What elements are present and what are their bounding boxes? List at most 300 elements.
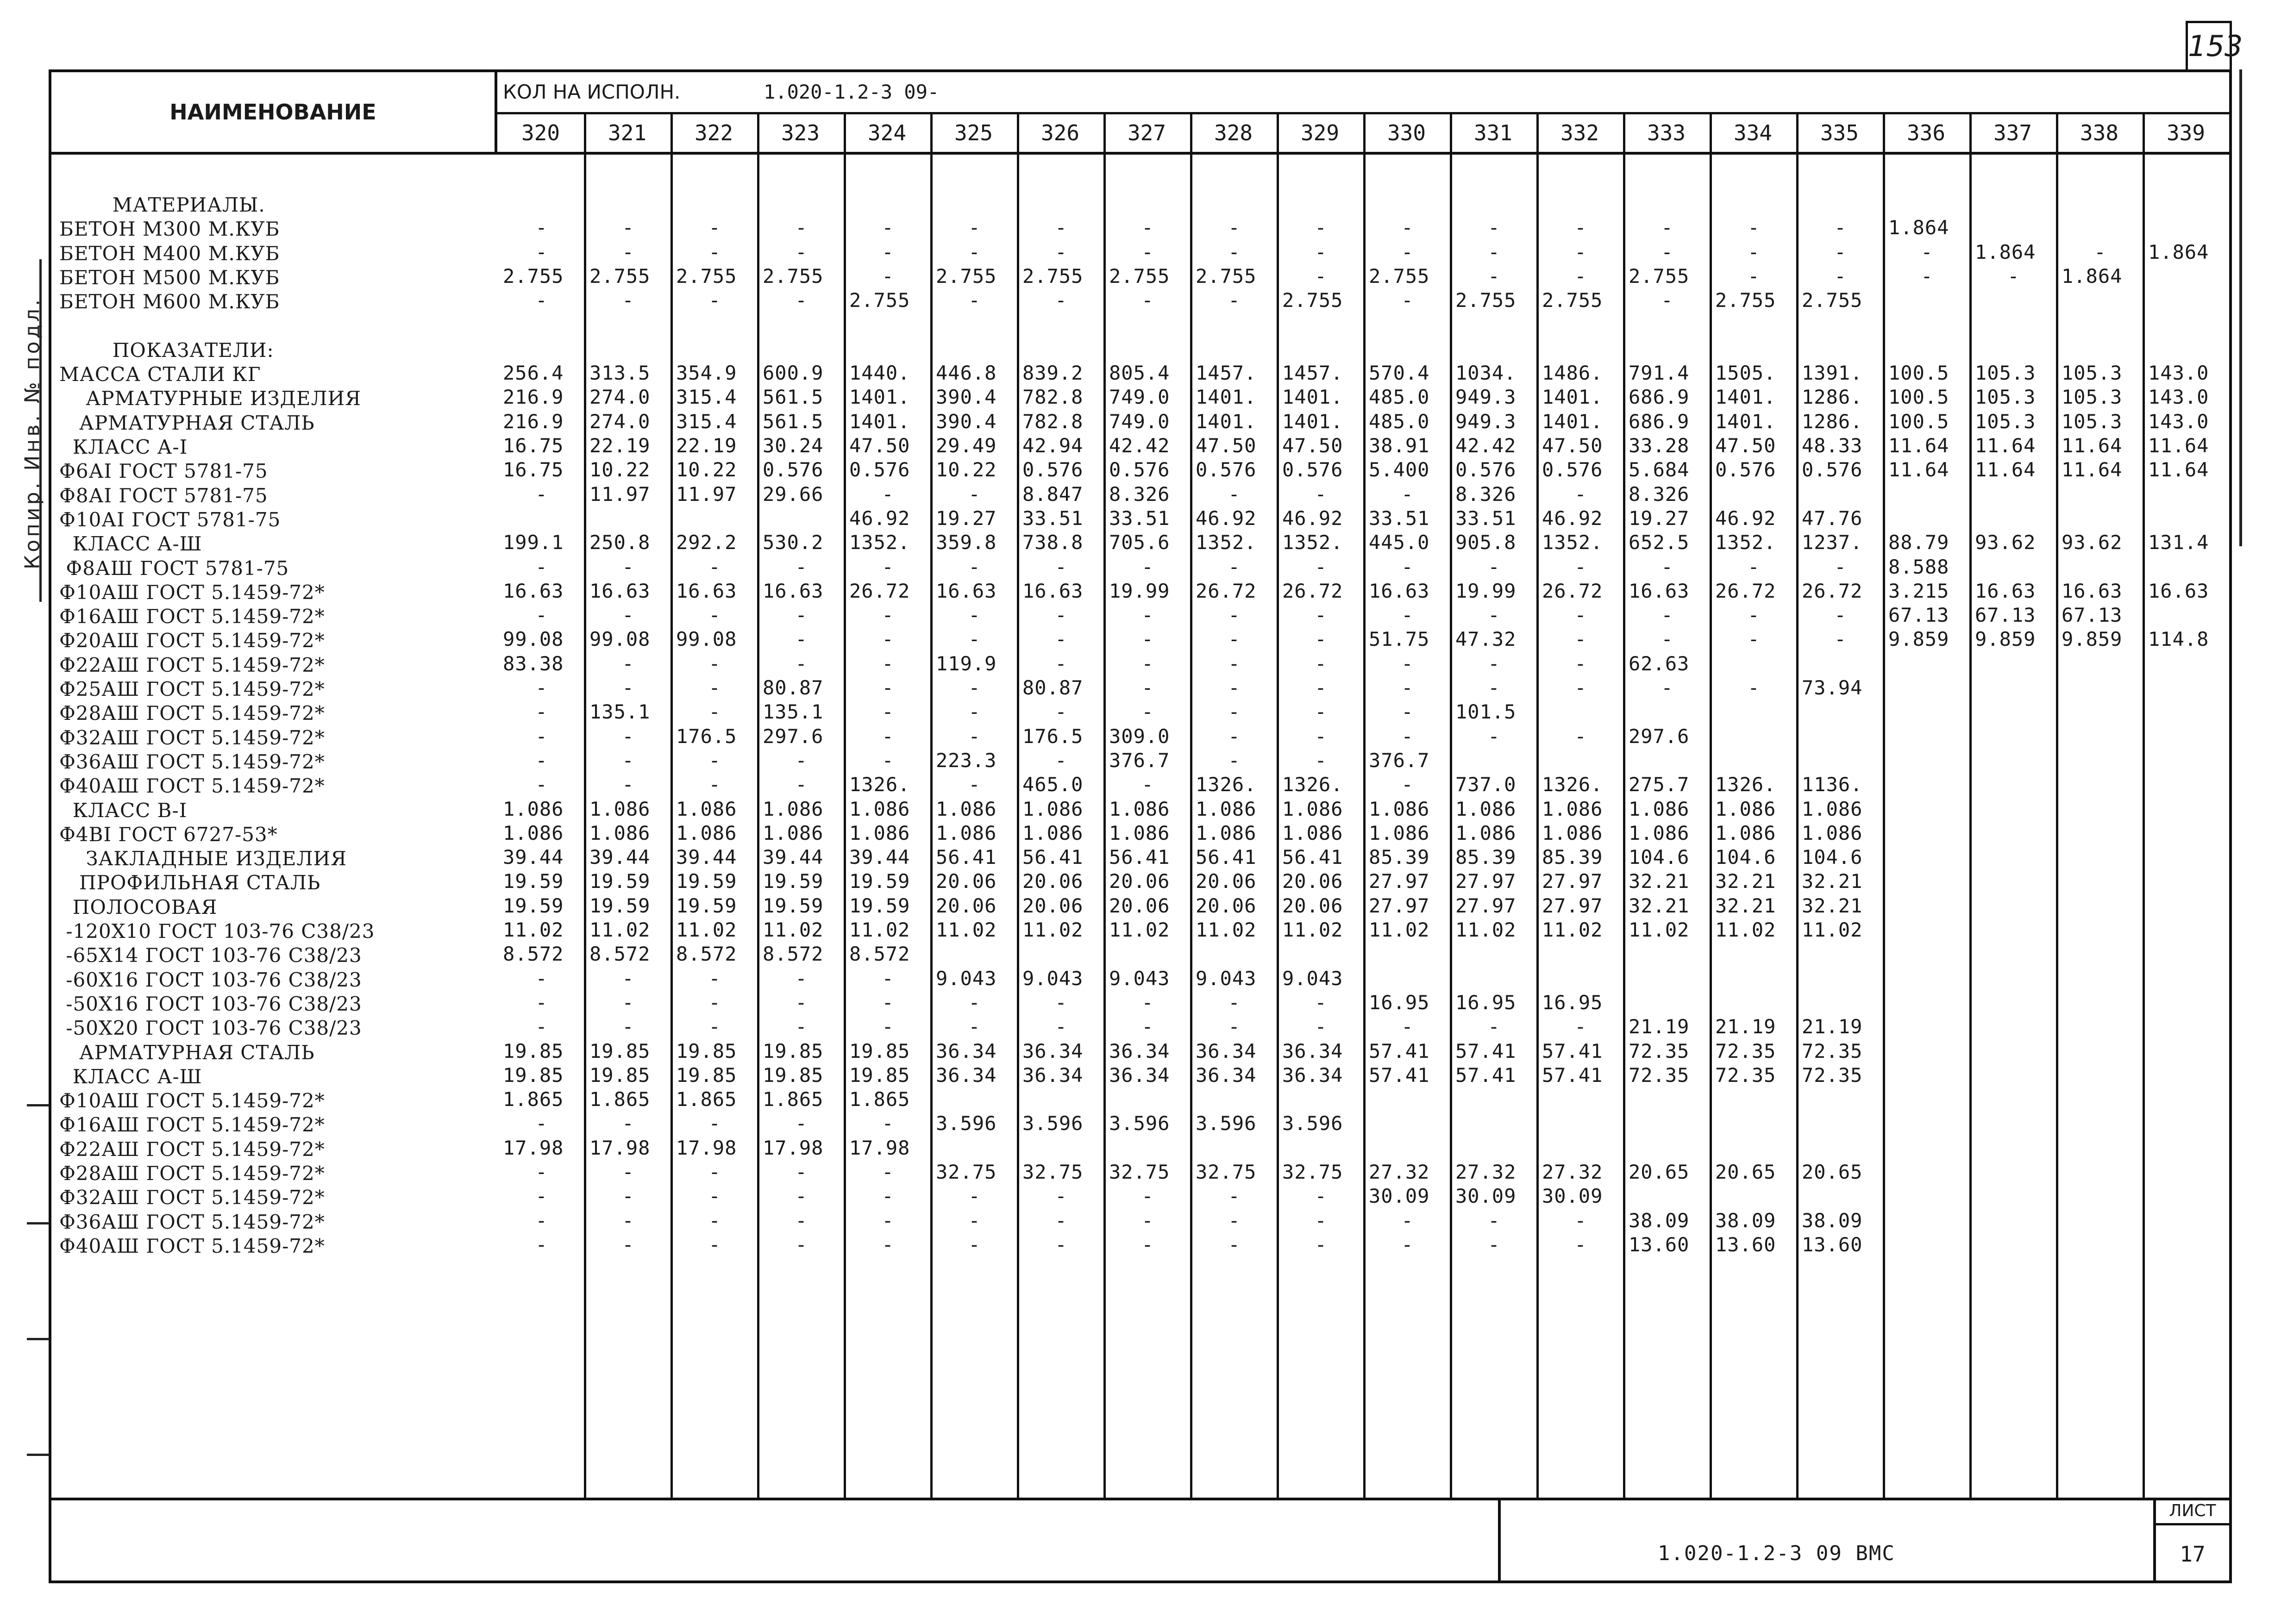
- table-cell: 27.32: [1542, 1161, 1603, 1183]
- table-cell: 839.2: [1022, 362, 1084, 385]
- table-cell: -: [1748, 628, 1760, 651]
- table-cell: 20.65: [1629, 1161, 1690, 1183]
- table-cell: 11.02: [1282, 918, 1343, 941]
- table-cell: -: [1055, 1233, 1067, 1256]
- table-cell: 1.086: [1109, 797, 1170, 820]
- table-cell: 949.3: [1455, 410, 1516, 433]
- table-cell: 0.576: [763, 458, 824, 481]
- table-cell: 1.864: [1888, 216, 1949, 239]
- table-cell: 33.28: [1629, 434, 1690, 457]
- table-cell: -: [968, 1233, 981, 1256]
- table-cell: 85.39: [1542, 846, 1603, 869]
- table-cell: 11.02: [1542, 918, 1603, 941]
- table-cell: -: [968, 216, 981, 239]
- table-cell: 99.08: [503, 628, 564, 651]
- table-cell: 1.864: [1975, 240, 2036, 263]
- table-cell: 0.576: [1542, 458, 1603, 481]
- table-cell: -: [1574, 628, 1587, 651]
- table-cell: -: [622, 773, 634, 796]
- table-cell: 33.51: [1369, 506, 1430, 530]
- table-cell: 20.65: [1715, 1161, 1776, 1183]
- table-cell: -: [1141, 1209, 1154, 1232]
- table-cell: -: [1488, 216, 1500, 239]
- row-label: Ф28АШ ГОСТ 5.1459-72*: [59, 1162, 325, 1185]
- table-cell: 83.38: [503, 652, 564, 675]
- table-cell: -: [1055, 628, 1067, 651]
- table-cell: -: [1315, 264, 1327, 287]
- table-cell: 2.755: [1542, 289, 1603, 312]
- column-rule: [1536, 112, 1539, 1498]
- table-cell: -: [968, 1015, 981, 1038]
- table-cell: 1352.: [849, 531, 910, 554]
- table-cell: 2.755: [1109, 264, 1170, 287]
- table-cell: -: [1228, 216, 1241, 239]
- table-cell: -: [882, 652, 894, 675]
- table-cell: -: [1141, 1015, 1154, 1038]
- table-cell: 297.6: [763, 725, 824, 748]
- table-cell: 21.19: [1629, 1015, 1690, 1038]
- table-cell: 19.85: [849, 1063, 910, 1087]
- table-cell: -: [708, 1233, 721, 1256]
- table-cell: 85.39: [1369, 846, 1430, 869]
- table-cell: 1.086: [589, 797, 651, 820]
- table-cell: -: [968, 1209, 981, 1232]
- table-cell: 738.8: [1022, 531, 1084, 554]
- table-cell: -: [968, 725, 981, 748]
- table-cell: -: [795, 216, 808, 239]
- table-cell: 176.5: [676, 725, 737, 748]
- table-cell: -: [1401, 773, 1414, 796]
- table-cell: -: [1574, 1209, 1587, 1232]
- table-cell: 38.09: [1802, 1209, 1863, 1232]
- table-cell: 1.865: [763, 1088, 824, 1111]
- table-cell: 3.596: [1022, 1112, 1084, 1135]
- table-cell: 530.2: [763, 531, 824, 554]
- table-cell: 47.50: [1282, 434, 1343, 457]
- table-cell: -: [708, 1112, 721, 1135]
- table-cell: 20.06: [1282, 870, 1343, 893]
- table-cell: 26.72: [1542, 579, 1603, 602]
- column-number: 321: [608, 120, 647, 145]
- row-label: Ф40АШ ГОСТ 5.1459-72*: [59, 775, 325, 798]
- table-cell: 199.1: [503, 531, 564, 554]
- table-cell: 1401.: [1715, 386, 1776, 409]
- table-cell: 1.086: [1369, 821, 1430, 844]
- header-kol: КОЛ НА ИСПОЛН.: [503, 81, 681, 103]
- row-label: Ф10АI ГОСТ 5781-75: [59, 508, 281, 531]
- table-cell: 93.62: [1975, 531, 2036, 554]
- table-cell: -: [1141, 676, 1154, 699]
- column-rule: [1623, 112, 1625, 1498]
- table-cell: 292.2: [676, 531, 737, 554]
- table-cell: 9.043: [1109, 967, 1170, 990]
- table-cell: 749.0: [1109, 410, 1170, 433]
- table-cell: 36.34: [1109, 1039, 1170, 1062]
- row-label: КЛАСС А-Ш: [59, 1065, 202, 1088]
- table-cell: 782.8: [1022, 386, 1084, 409]
- table-cell: 9.043: [1196, 967, 1257, 990]
- table-cell: 100.5: [1888, 386, 1949, 409]
- table-cell: 1.086: [1022, 797, 1084, 820]
- table-cell: 99.08: [676, 628, 737, 651]
- table-cell: 39.44: [763, 846, 824, 869]
- table-cell: -: [1834, 555, 1847, 578]
- table-cell: -: [535, 991, 548, 1014]
- table-cell: 1034.: [1455, 362, 1516, 385]
- table-cell: 16.95: [1455, 991, 1516, 1014]
- column-number: 327: [1127, 120, 1166, 145]
- table-cell: 1326.: [1196, 773, 1257, 796]
- table-cell: 274.0: [589, 410, 651, 433]
- row-label: Ф32АШ ГОСТ 5.1459-72*: [59, 1186, 325, 1209]
- row-label: Ф6АI ГОСТ 5781-75: [59, 460, 268, 483]
- table-cell: 11.02: [1715, 918, 1776, 941]
- table-cell: 216.9: [503, 410, 564, 433]
- table-cell: 73.94: [1802, 676, 1863, 699]
- row-label: ЗАКЛАДНЫЕ ИЗДЕЛИЯ: [59, 847, 347, 870]
- table-cell: -: [882, 482, 894, 506]
- table-cell: 56.41: [1282, 846, 1343, 869]
- table-cell: -: [968, 628, 981, 651]
- table-cell: -: [535, 289, 548, 312]
- table-cell: 32.21: [1715, 870, 1776, 893]
- table-cell: -: [1488, 676, 1500, 699]
- table-cell: -: [795, 289, 808, 312]
- table-cell: 11.64: [2062, 458, 2123, 481]
- table-cell: -: [1574, 676, 1587, 699]
- table-cell: -: [968, 289, 981, 312]
- table-cell: 359.8: [936, 531, 997, 554]
- table-cell: 2.755: [1369, 264, 1430, 287]
- table-cell: 17.98: [503, 1136, 564, 1159]
- table-cell: -: [1488, 725, 1500, 748]
- table-cell: -: [1488, 1209, 1500, 1232]
- margin-tick: [27, 1104, 49, 1106]
- table-cell: -: [708, 749, 721, 772]
- table-cell: -: [882, 628, 894, 651]
- table-cell: -: [882, 1161, 894, 1183]
- table-cell: 46.92: [1282, 506, 1343, 530]
- footer-divider: [2153, 1498, 2156, 1581]
- table-cell: 1352.: [1542, 531, 1603, 554]
- table-cell: -: [622, 1233, 634, 1256]
- table-cell: 47.50: [1542, 434, 1603, 457]
- table-cell: 39.44: [676, 846, 737, 869]
- table-cell: 1136.: [1802, 773, 1863, 796]
- table-cell: 11.64: [2148, 458, 2209, 481]
- footer-divider: [1498, 1498, 1501, 1581]
- table-cell: 20.65: [1802, 1161, 1863, 1183]
- table-cell: 56.41: [936, 846, 997, 869]
- table-cell: 20.06: [1196, 870, 1257, 893]
- table-cell: 48.33: [1802, 434, 1863, 457]
- table-cell: 21.19: [1715, 1015, 1776, 1038]
- table-cell: -: [622, 216, 634, 239]
- table-cell: 16.63: [763, 579, 824, 602]
- table-cell: 1326.: [849, 773, 910, 796]
- row-label: Ф4ВI ГОСТ 6727-53*: [59, 823, 278, 846]
- table-cell: -: [535, 749, 548, 772]
- table-cell: -: [1141, 240, 1154, 263]
- table-cell: -: [1574, 725, 1587, 748]
- table-cell: 11.64: [1975, 434, 2036, 457]
- row-label: ПОЛОСОВАЯ: [59, 895, 218, 918]
- table-cell: 27.97: [1369, 894, 1430, 917]
- row-label: Ф8АШ ГОСТ 5781-75: [59, 556, 289, 580]
- table-cell: -: [795, 652, 808, 675]
- table-cell: 11.02: [1455, 918, 1516, 941]
- table-cell: 485.0: [1369, 386, 1430, 409]
- table-cell: 16.63: [589, 579, 651, 602]
- table-cell: -: [795, 555, 808, 578]
- table-cell: 105.3: [2062, 362, 2123, 385]
- table-cell: -: [795, 628, 808, 651]
- table-cell: -: [535, 676, 548, 699]
- row-label: -65Х14 ГОСТ 103-76 С38/23: [59, 944, 362, 967]
- table-cell: 1286.: [1802, 386, 1863, 409]
- table-cell: -: [1401, 676, 1414, 699]
- table-cell: 1401.: [1542, 410, 1603, 433]
- table-cell: 600.9: [763, 362, 824, 385]
- table-cell: 313.5: [589, 362, 651, 385]
- table-cell: 1.086: [1196, 797, 1257, 820]
- table-cell: -: [1055, 652, 1067, 675]
- table-cell: -: [1141, 216, 1154, 239]
- table-cell: 9.859: [2062, 628, 2123, 651]
- table-cell: 1286.: [1802, 410, 1863, 433]
- table-cell: 465.0: [1022, 773, 1084, 796]
- table-cell: 105.3: [2062, 410, 2123, 433]
- column-number: 325: [954, 120, 993, 145]
- table-cell: 1.086: [936, 797, 997, 820]
- footer-divider: [2153, 1523, 2232, 1525]
- table-cell: -: [1921, 264, 1933, 287]
- table-cell: 19.85: [763, 1063, 824, 1087]
- table-cell: -: [1401, 652, 1414, 675]
- footer-divider: [51, 1498, 2229, 1500]
- row-label: Ф10АШ ГОСТ 5.1459-72*: [59, 581, 325, 604]
- table-cell: 39.44: [503, 846, 564, 869]
- table-cell: 19.59: [503, 894, 564, 917]
- row-label: Ф36АШ ГОСТ 5.1459-72*: [59, 1210, 325, 1233]
- table-cell: 32.75: [1109, 1161, 1170, 1183]
- table-cell: -: [1315, 1015, 1327, 1038]
- table-cell: 274.0: [589, 386, 651, 409]
- table-cell: -: [622, 676, 634, 699]
- table-cell: 1401.: [1542, 386, 1603, 409]
- table-cell: -: [708, 1209, 721, 1232]
- table-cell: 1.086: [763, 797, 824, 820]
- row-label: Ф36АШ ГОСТ 5.1459-72*: [59, 750, 325, 773]
- table-cell: 791.4: [1629, 362, 1690, 385]
- table-cell: 1.865: [589, 1088, 651, 1111]
- table-cell: 11.64: [1888, 434, 1949, 457]
- table-cell: -: [968, 676, 981, 699]
- table-cell: -: [622, 991, 634, 1014]
- table-cell: 8.572: [849, 943, 910, 966]
- table-cell: 36.34: [1109, 1063, 1170, 1087]
- table-cell: 1.086: [1802, 821, 1863, 844]
- table-cell: -: [1315, 652, 1327, 675]
- table-cell: 27.97: [1369, 870, 1430, 893]
- table-cell: -: [535, 604, 548, 627]
- table-cell: 8.326: [1109, 482, 1170, 506]
- table-cell: 72.35: [1629, 1063, 1690, 1087]
- table-cell: 1.865: [676, 1088, 737, 1111]
- table-cell: 20.06: [1196, 894, 1257, 917]
- column-number: 335: [1820, 120, 1859, 145]
- table-cell: -: [535, 1015, 548, 1038]
- table-cell: 33.51: [1022, 506, 1084, 530]
- table-cell: 11.02: [936, 918, 997, 941]
- column-number: 322: [694, 120, 733, 145]
- column-number: 334: [1733, 120, 1773, 145]
- column-number: 339: [2166, 120, 2206, 145]
- table-cell: 72.35: [1629, 1039, 1690, 1062]
- table-cell: 1.086: [1455, 797, 1516, 820]
- table-cell: 11.02: [849, 918, 910, 941]
- table-cell: 42.42: [1109, 434, 1170, 457]
- table-cell: 39.44: [849, 846, 910, 869]
- table-cell: -: [1228, 240, 1241, 263]
- table-cell: 19.85: [503, 1039, 564, 1062]
- table-cell: 20.06: [1022, 870, 1084, 893]
- column-rule: [2056, 112, 2058, 1498]
- table-cell: -: [1401, 700, 1414, 724]
- table-cell: -: [622, 555, 634, 578]
- table-cell: 85.39: [1455, 846, 1516, 869]
- header-code: 1.020-1.2-3 09-: [764, 81, 940, 103]
- table-cell: 0.576: [1022, 458, 1084, 481]
- column-number: 328: [1214, 120, 1253, 145]
- table-cell: -: [1228, 652, 1241, 675]
- table-cell: 19.59: [503, 870, 564, 893]
- table-cell: -: [1834, 628, 1847, 651]
- table-cell: 1.086: [1715, 797, 1776, 820]
- table-cell: 8.572: [503, 943, 564, 966]
- table-cell: 11.02: [1369, 918, 1430, 941]
- column-number: 329: [1300, 120, 1340, 145]
- column-number: 333: [1647, 120, 1686, 145]
- table-cell: -: [708, 773, 721, 796]
- table-cell: 2.755: [1802, 289, 1863, 312]
- table-cell: 1237.: [1802, 531, 1863, 554]
- table-cell: -: [795, 1209, 808, 1232]
- row-label: ПРОФИЛЬНАЯ СТАЛЬ: [59, 871, 321, 894]
- table-cell: 11.02: [763, 918, 824, 941]
- table-cell: -: [1401, 289, 1414, 312]
- table-cell: 38.09: [1715, 1209, 1776, 1232]
- table-cell: 16.63: [503, 579, 564, 602]
- table-cell: 1.086: [1455, 821, 1516, 844]
- column-number: 326: [1040, 120, 1080, 145]
- column-rule: [1450, 112, 1452, 1498]
- table-cell: 13.60: [1629, 1233, 1690, 1256]
- table-cell: 26.72: [1196, 579, 1257, 602]
- table-cell: -: [1401, 1209, 1414, 1232]
- table-cell: 1.086: [849, 821, 910, 844]
- table-cell: -: [1574, 264, 1587, 287]
- table-cell: -: [1315, 1233, 1327, 1256]
- header-name: НАИМЕНОВАНИЕ: [51, 72, 497, 152]
- table-cell: -: [1228, 725, 1241, 748]
- table-cell: -: [795, 1112, 808, 1135]
- row-label: КЛАСС В-I: [59, 799, 188, 822]
- table-cell: -: [1315, 676, 1327, 699]
- table-cell: 72.35: [1802, 1063, 1863, 1087]
- table-cell: -: [535, 967, 548, 990]
- table-cell: 72.35: [1715, 1063, 1776, 1087]
- table-cell: -: [1834, 240, 1847, 263]
- table-cell: -: [968, 773, 981, 796]
- column-number: 324: [867, 120, 907, 145]
- table-cell: -: [708, 604, 721, 627]
- table-cell: 19.85: [763, 1039, 824, 1062]
- table-cell: -: [1748, 240, 1760, 263]
- table-cell: 1.864: [2062, 264, 2123, 287]
- table-cell: -: [1141, 555, 1154, 578]
- table-cell: 104.6: [1715, 846, 1776, 869]
- table-cell: -: [1401, 604, 1414, 627]
- table-cell: 38.09: [1629, 1209, 1690, 1232]
- table-cell: -: [535, 1161, 548, 1183]
- table-cell: 9.043: [936, 967, 997, 990]
- table-cell: 33.51: [1455, 506, 1516, 530]
- table-cell: 354.9: [676, 362, 737, 385]
- table-cell: 11.02: [589, 918, 651, 941]
- table-cell: 19.99: [1109, 579, 1170, 602]
- table-cell: 11.64: [1888, 458, 1949, 481]
- table-cell: 11.02: [1109, 918, 1170, 941]
- table-cell: 72.35: [1715, 1039, 1776, 1062]
- table-cell: -: [882, 240, 894, 263]
- table-cell: 19.59: [849, 870, 910, 893]
- table-cell: 1.086: [1715, 821, 1776, 844]
- table-cell: 47.50: [1715, 434, 1776, 457]
- table-cell: -: [882, 749, 894, 772]
- table-cell: 19.85: [589, 1063, 651, 1087]
- table-cell: 104.6: [1629, 846, 1690, 869]
- table-cell: 80.87: [1022, 676, 1084, 699]
- column-rule: [584, 112, 586, 1498]
- table-cell: -: [795, 604, 808, 627]
- table-cell: -: [1315, 604, 1327, 627]
- table-cell: -: [1141, 289, 1154, 312]
- table-cell: 143.0: [2148, 362, 2209, 385]
- table-cell: 9.859: [1975, 628, 2036, 651]
- table-cell: 2.755: [676, 264, 737, 287]
- table-cell: -: [1488, 264, 1500, 287]
- table-cell: 19.59: [589, 870, 651, 893]
- table-cell: -: [1141, 991, 1154, 1014]
- table-cell: 686.9: [1629, 410, 1690, 433]
- table-cell: -: [795, 240, 808, 263]
- column-rule: [2143, 112, 2145, 1498]
- table-cell: 27.97: [1542, 894, 1603, 917]
- table-cell: -: [1834, 604, 1847, 627]
- table-cell: -: [1661, 289, 1673, 312]
- column-rule: [844, 112, 846, 1498]
- table-cell: 16.63: [1022, 579, 1084, 602]
- table-cell: -: [968, 604, 981, 627]
- table-cell: -: [622, 967, 634, 990]
- table-cell: 72.35: [1802, 1039, 1863, 1062]
- table-cell: 16.63: [1369, 579, 1430, 602]
- row-label: Ф16АШ ГОСТ 5.1459-72*: [59, 1113, 325, 1137]
- column-rule: [1796, 112, 1798, 1498]
- table-cell: -: [1488, 604, 1500, 627]
- row-label: ПОКАЗАТЕЛИ:: [59, 338, 274, 362]
